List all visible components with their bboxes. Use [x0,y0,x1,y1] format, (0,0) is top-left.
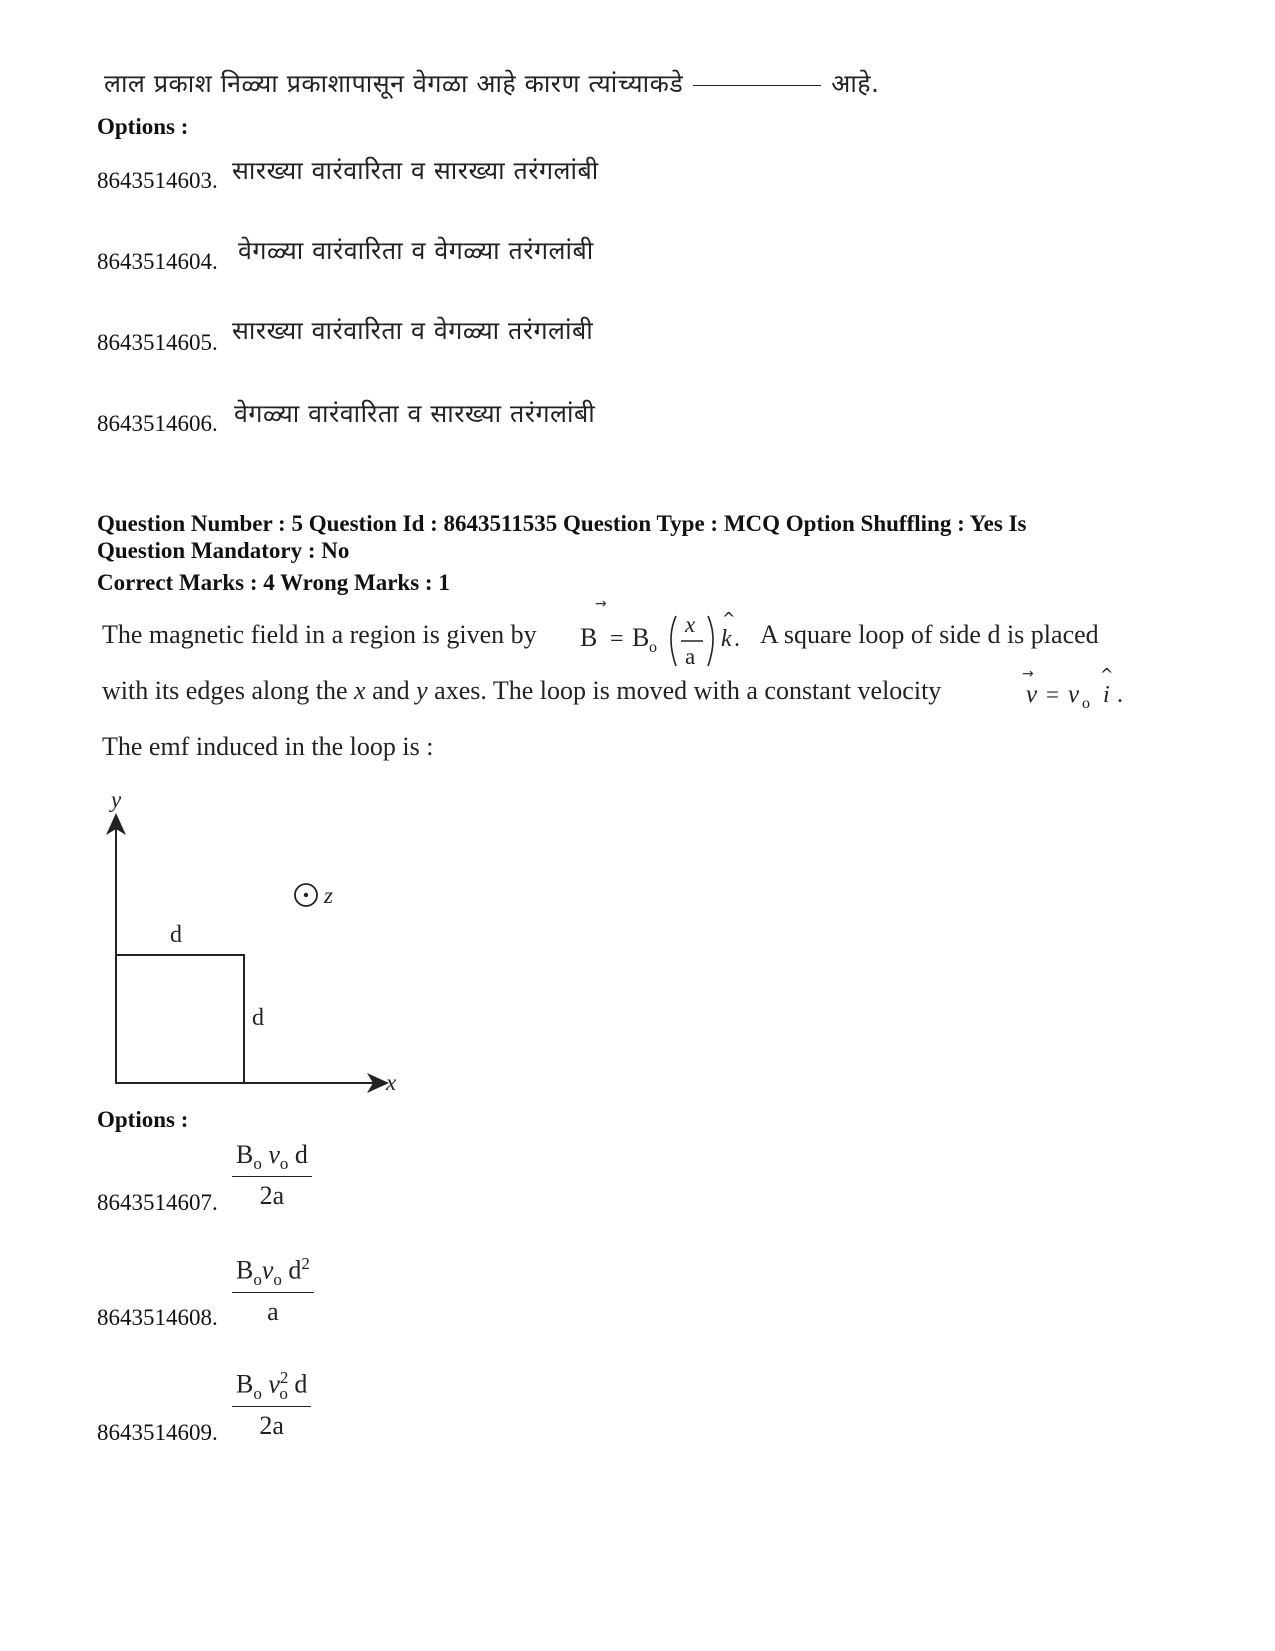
x-axis-label: x [386,1070,397,1095]
svg-text:v: v [1026,681,1038,708]
option-id: 8643514609. [97,1420,218,1445]
option-id: 8643514603. [97,168,218,193]
option-id: 8643514604. [97,249,218,274]
svg-text:=: = [1046,682,1059,707]
svg-text:o: o [649,639,657,656]
options-label: Options : [97,1107,189,1132]
square-loop [116,955,244,1083]
question-line1-a: The magnetic field in a region is given by [102,620,537,649]
svg-text:k: k [721,626,732,652]
option-text[interactable]: सारख्या वारंवारिता व सारख्या तरंगलांबी [232,156,599,185]
option-formula-1[interactable]: $\frac{B_o v_o d}{2a}$ [232,1140,312,1211]
answer-blank [693,85,821,86]
option-text[interactable]: वेगळ्या वारंवारिता व सारख्या तरंगलांबी [234,399,596,428]
option-id: 8643514605. [97,330,218,355]
option-text[interactable]: वेगळ्या वारंवारिता व वेगळ्या तरंगलांबी [238,236,594,265]
y-axis-label: y [111,787,122,812]
svg-text:^: ^ [1100,665,1114,684]
svg-text:→: → [595,600,607,612]
option-id: 8643514606. [97,411,218,436]
z-axis-label: z [324,883,333,908]
svg-text:.: . [1117,682,1123,708]
question-line2: with its edges along the x and y axes. The loop is moved with a constant velocity [102,676,942,705]
question-header-line1: Question Number : 5 Question Id : 8643511535 Question Type : MCQ Option Shuffling : Yes Is [97,511,1027,536]
svg-text:a: a [685,644,696,669]
svg-text:.: . [734,626,740,652]
svg-text:B: B [580,623,598,652]
option-formula-2[interactable]: $B_ov_o$ $d^2$ a [232,1254,314,1327]
option-formula-3[interactable]: $\frac{B_o v^2_o d}{2a}$ [232,1368,311,1441]
loop-diagram [95,785,415,1095]
svg-text:v: v [1068,681,1080,708]
field-equation [570,600,750,674]
svg-text:o: o [1082,695,1090,712]
prev-options-label: Options : [97,114,189,139]
option-text[interactable]: सारख्या वारंवारिता व वेगळ्या तरंगलांबी [232,316,594,345]
velocity-equation [1016,664,1136,712]
prev-question-text: लाल प्रकाश निळ्या प्रकाशापासून वेगळा आहे कारण त्यांच्याकडे आहे. [104,69,880,98]
side-label-right: d [252,1005,264,1031]
svg-text:^: ^ [722,609,736,628]
svg-text:=: = [610,626,624,652]
marks-line: Correct Marks : 4 Wrong Marks : 1 [97,570,450,595]
option-id: 8643514607. [97,1190,218,1215]
question-line3: The emf induced in the loop is : [102,732,434,761]
side-label-top: d [170,922,182,948]
question-line1-b: A square loop of side d is placed [760,620,1099,649]
question-header-line2: Question Mandatory : No [97,538,350,563]
option-id: 8643514608. [97,1305,218,1330]
svg-text:→: → [1022,666,1034,682]
svg-text:x: x [685,612,696,637]
svg-text:i: i [1103,682,1110,708]
svg-text:B: B [632,623,650,652]
